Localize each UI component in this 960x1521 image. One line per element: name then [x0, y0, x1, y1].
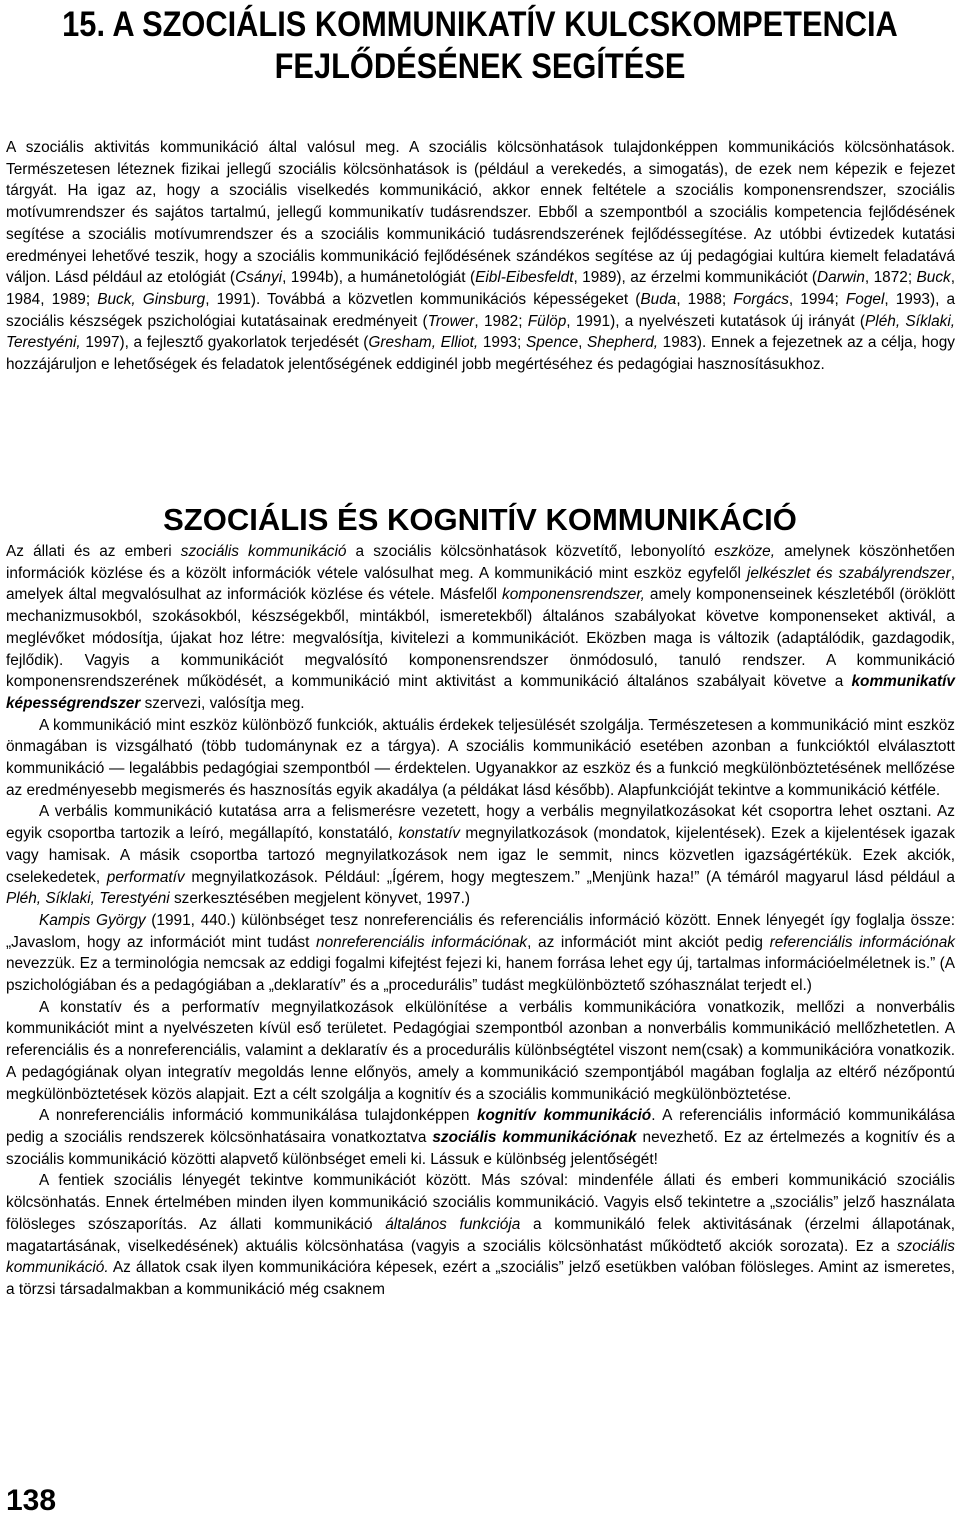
emphasis: komponensrendszer,	[502, 586, 645, 604]
emphasis: Kampis György	[39, 911, 146, 929]
text-run: szerkesztésében megjelent könyvet, 1997.)	[169, 890, 470, 908]
citation-author: Gresham, Elliot,	[368, 334, 479, 352]
emphasis: eszköze,	[714, 543, 776, 560]
text-run: megnyilatkozások (mondatok, kijelentések). Ezek a kijelentések igazak vagy hamisak. A másik csoportba tartozó megnyilatkozások nem igaz le semmit, nincs közvetlen igazságértékük. Ezek akciók, cselekedetek,	[6, 825, 955, 886]
section-title: SZOCIÁLIS ÉS KOGNITÍV KOMMUNIKÁCIÓ	[163, 502, 797, 537]
text-run: Az állati és az emberi	[6, 543, 181, 560]
emphasis: konstatív	[398, 825, 460, 843]
citation-author: Csányi	[235, 269, 283, 287]
text-run: nevezzük. Ez a terminológia nemcsak az eddigi fogalmi kifejtést fejezi ki, hanem forrása lehet egy új, tartalmas információelméletnek is.” (A pszichológiában és a pedagógiában a „deklaratív” és a „procedurális” tudást megkülönböztető szóhasználat terjedt el.)	[6, 955, 955, 995]
paragraph-4	[6, 910, 955, 997]
emphasis: szociális kommunikáció	[180, 543, 347, 560]
citation-author: Pléh, Síklaki, Terestyéni,	[6, 312, 956, 352]
citation-author: Shepherd,	[587, 334, 659, 352]
text-run: , 1984, 1989;	[6, 269, 956, 308]
intro-paragraph	[6, 137, 955, 376]
text-run: , 1991), a nyelvészeti kutatások új irányát (	[566, 312, 866, 330]
text-run: megnyilatkozások. Például: „Ígérem, hogy megteszem.” „Menjünk haza!” (A témáról magyarul lásd például a	[184, 868, 955, 886]
strong-emphasis: szociális kommunikációnak	[432, 1128, 637, 1146]
text-run: 1993;	[478, 334, 526, 352]
strong-emphasis: kognitív kommunikáció	[476, 1107, 652, 1125]
text-run: Az állatok csak ilyen kommunikációra képesek, ezért a „szociális” jelző esetükben valóban fölösleges. Amint az ismeretes, a törzsi társadalmakban a kommunikáció még csaknem	[6, 1259, 955, 1298]
emphasis: általános funkciója	[385, 1215, 521, 1233]
text-run: , az információt mint akciót pedig	[527, 933, 770, 951]
text-run: A nonreferenciális információ kommunikálása tulajdonképpen	[39, 1107, 477, 1125]
text-run: 1997), a fejlesztő gyakorlatok terjedését (	[80, 334, 369, 352]
paragraph-6	[6, 1105, 955, 1170]
intro-text	[6, 137, 955, 376]
paragraph-3	[6, 801, 955, 910]
text-run: a kommunikáló felek aktivitásának (érzelmi állapotának, magatartásának, viselkedésének) aktuális kölcsönhatása (vagyis a szociális kölcsönhatást működtető akciók sorozata). Ez a	[6, 1215, 955, 1255]
text-run: amely komponenseinek készletéből (öröklött mechanizmusokból, szokásokból, készségekből, mintákból, ismeretekből) általános szabályokat követve komponenseket aktivál, a meglévőket módosítja, újakat hoz létre: megvalósítja, kivitelezi a kommunikációt. Eközben maga is változik (adaptálódik, gazdagodik, fejlődik). Vagyis a kommunikációt megvalósító komponensrendszer önmódosuló, tanuló rendszer. A kommunikáció komponensrendszerének működését, a kommunikáció mint aktivitást a kommunikáció általános szabályait követve a	[6, 586, 955, 691]
text-run: nevezhető. Ez az értelmezés a kognitív és a szociális kommunikáció közötti alapvető különbséget emeli ki. Lássuk e különbség jelentőségét!	[6, 1128, 955, 1168]
page-number: 138	[6, 1484, 57, 1517]
paragraph-1	[6, 541, 955, 715]
chapter-title-line-2: FEJLŐDÉSÉNEK SEGÍTÉSE	[274, 47, 686, 86]
text-run: , 1989), az érzelmi kommunikációt (	[573, 269, 818, 287]
text-run: , 1872;	[864, 269, 917, 287]
text-run: amelynek köszönhetően információk közlése és a közölt információk vétele valósulhat meg. A kommunikáció mint eszköz egyfelől	[6, 543, 955, 582]
text-run: szervezi, valósítja meg.	[140, 694, 305, 712]
citation-author: Eibl-Eibesfeldt	[475, 269, 574, 287]
text-run: A fentiek szociális lényegét tekintve kommunikációt között. Más szóval: mindenféle állati és emberi kommunikáció szociális kölcsönhatás. Ennek értelmében minden ilyen kommunikáció szociális kommunikáció. Vagyis első tekintetre a „szociális” jelző használata fölösleges szószaporítás. Az állati kommunikáció	[6, 1172, 955, 1233]
emphasis: szociális kommunikáció.	[6, 1237, 955, 1277]
paragraph-2: A kommunikáció mint eszköz különböző funkciók, aktuális érdekek teljesülését szolgálja. Természetesen a kommunikáció mint eszköz önmagában is vizsgálható (több tudománynak ez a tárgya). A szociális kommunikáció esetében azonban a funkcióktól elválasztott kommunikáció — legalábbis pedagógiai szempontból — érdektelen. Ugyanakkor az eszköz és a funkció megkülönböztetésének mellőzése az eredményesebb megismerés és hasznosítás egyik akadálya (a példákat lásd később). Alapfunkcióját tekintve a kommunikáció kétféle.	[6, 716, 955, 799]
text-run: a szociális kölcsönhatások közvetítő, lebonyolító	[346, 543, 715, 560]
text-run: , 1988;	[676, 290, 734, 308]
strong-emphasis: kommunikatív képességrendszer	[6, 673, 955, 712]
emphasis: Pléh, Síklaki, Terestyéni	[6, 890, 170, 908]
citation-author: Buda	[640, 290, 677, 308]
text-run: , 1994;	[788, 290, 846, 308]
emphasis: referenciális információnak	[769, 933, 955, 951]
text-run: A verbális kommunikáció kutatása arra a felismerésre vezetett, hogy a verbális megnyilatkozásokat két csoportra lehet osztani. Az egyik csoportba tartozik a leíró, megállapító, konstatáló,	[6, 803, 955, 843]
paragraph-5: A konstatív és a performatív megnyilatkozások elkülönítése a verbális kommunikációra vonatkozik, mellőzi a nonverbális kommunikációt mint a nyelvészeten kívül eső területet. Pedagógiai szempontból azonban a nonverbális kommunikáció mellőzhetetlen. A referenciális és a nonreferenciális, valamint a deklaratív és a procedurális különbségtétel viszont nem(csak) a kommunikációra vonatkozik. A pedagógiának olyan integratív megoldás lenne előnyös, amely a kommunikáció szempontjából magában foglalja az eltérő nézőpontú megkülönböztetések közös alapjait. Ezt a célt szolgálja a kognitív és a szociális kommunikáció megkülönböztetése.	[6, 998, 955, 1103]
citation-author: Forgács	[733, 290, 789, 308]
paragraph-7	[6, 1170, 955, 1300]
chapter-title-line-1: 15. A SZOCIÁLIS KOMMUNIKATÍV KULCSKOMPETENCIA	[62, 5, 898, 44]
emphasis: jelkészlet és szabályrendszer	[746, 564, 951, 582]
text-run: (1991, 440.) különbséget tesz nonreferenciális és referenciális információ között. Ennek lényegét így foglalja össze: „Javaslom, hogy az információt mint tudást	[6, 911, 956, 951]
emphasis: nonreferenciális információnak	[316, 933, 528, 951]
text-run: ,	[578, 334, 588, 352]
section-body	[6, 541, 955, 1301]
text-run: A szociális aktivitás kommunikáció által valósul meg. A szociális kölcsönhatások tulajdonképpen kommunikációs kölcsönhatások. Természetesen léteznek fizikai jellegű szociális kölcsönhatások is (például a verekedés, a simogatás), de ezek nem képezik e fejezet tárgyát. Ha igaz az, hogy a szociális viselkedés kommunikáció, akkor ennek feltétele a szociális komponensrendszer, szociális motívumrendszer és sajátos tartalmú, jellegű kommunikatív tudásrendszer. Ebből a szempontból a szociális kompetencia fejlődésének segítése a szociális motívumrendszer és a szociális kommunikáció tudásrendszerének fejlődéssegítése. Az utóbbi évtizedek kutatási eredményei lehetővé teszik, hogy a szociális kommunikáció fejlődésének szándékos segítése az új pedagógiai kultúra kiemelt feladatává váljon. Lásd például az etológiát (	[6, 139, 955, 287]
text-run: . A referenciális információ kommunikálása pedig a szociális rendszerek kölcsönhatásaira vonatkoztatva	[6, 1107, 955, 1146]
text-run: , amelyek által megvalósulhat az információk közlése és vétele. Másfelől	[6, 564, 955, 604]
citation-author: Spence	[525, 334, 579, 352]
citation-author: Trower	[427, 312, 475, 330]
citation-author: Fogel	[845, 290, 885, 308]
citation-author: Buck	[916, 269, 951, 287]
citation-author: Fülöp	[527, 312, 567, 330]
text-run: , 1991). Továbbá a közvetlen kommunikációs képességeket (	[205, 290, 641, 308]
citation-author: Buck, Ginsburg	[97, 290, 206, 308]
chapter-title	[58, 4, 903, 88]
text-run: , 1994b), a humánetológiát (	[282, 269, 476, 287]
text-run: , 1982;	[474, 312, 528, 330]
text-run: , 1993), a szociális készségek pszichológiai kutatásainak eredményeit (	[6, 290, 956, 330]
text-run: 1983). Ennek a fejezetnek az a célja, hogy hozzájáruljon e lehetőségek és feladatok jelentőségének eddiginél jobb megértéséhez és pedagógiai hasznosításukhoz.	[6, 334, 955, 374]
emphasis: performatív	[106, 868, 185, 886]
citation-author: Darwin	[817, 269, 865, 287]
